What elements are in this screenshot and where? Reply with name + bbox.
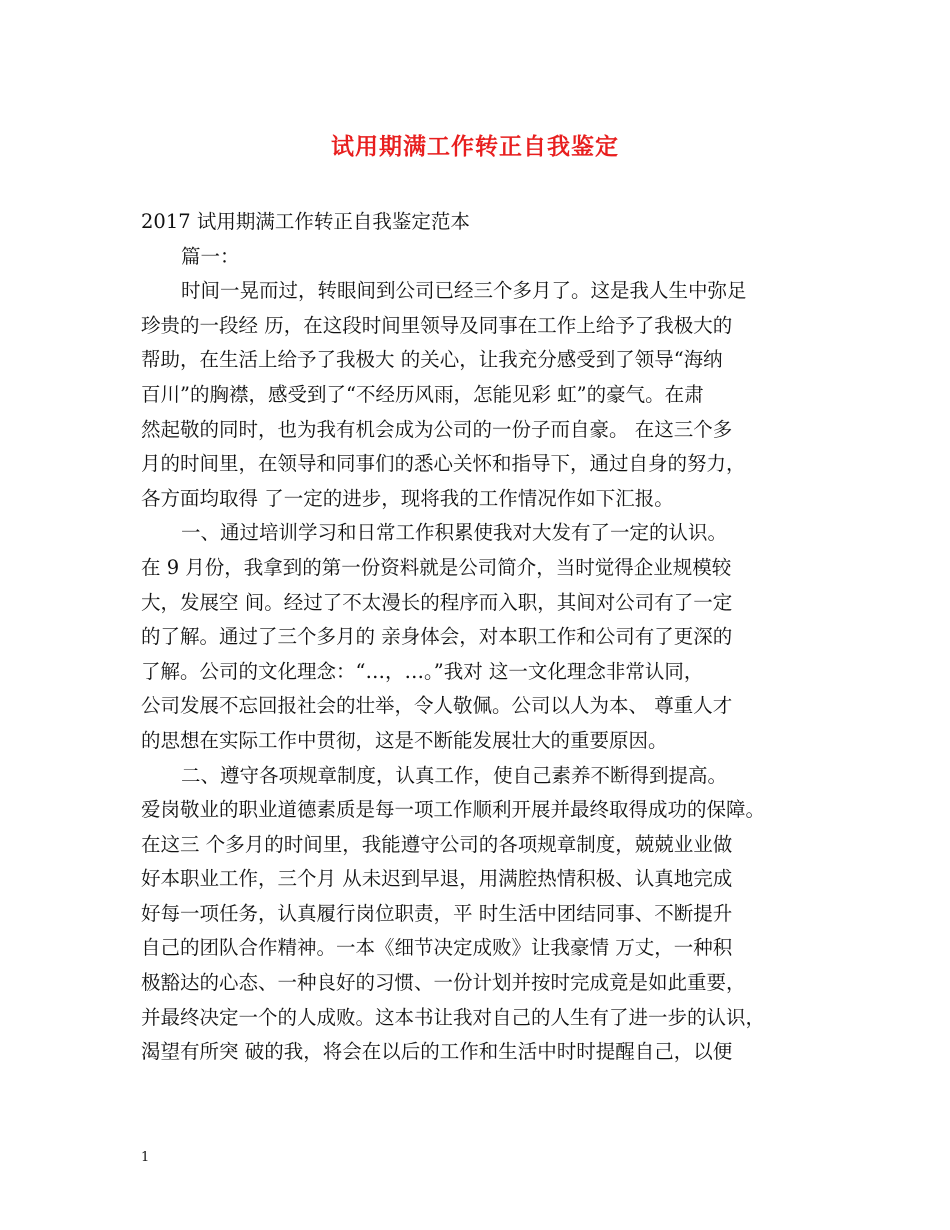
body-line: 爱岗敬业的职业道德素质是每一项工作顺利开展并最终取得成功的保障。 [141, 798, 766, 822]
body-line: 珍贵的一段经 历，在这段时间里领导及同事在工作上给予了我极大的 [141, 313, 733, 337]
page-number: 1 [141, 1150, 150, 1165]
body-line: 各方面均取得 了一定的进步，现将我的工作情况作如下汇报。 [141, 486, 674, 510]
body-line: 渴望有所突 破的我，将会在以后的工作和生活中时时提醒自己，以便 [141, 1040, 733, 1064]
body-line: 自己的团队合作精神。一本《细节决定成败》让我豪情 万丈，一种积 [141, 936, 733, 960]
body-line: 在这三 个多月的时间里，我能遵守公司的各项规章制度，兢兢业业做 [141, 832, 733, 856]
body-line: 的了解。通过了三个多月的 亲身体会，对本职工作和公司有了更深的 [141, 625, 733, 649]
body-line: 二、遵守各项规章制度，认真工作，使自己素养不断得到提高。 [181, 763, 728, 787]
body-line: 一、通过培训学习和日常工作积累使我对大发有了一定的认识。 [181, 521, 728, 545]
body-line: 篇一： [181, 244, 240, 268]
body-line: 月的时间里，在领导和同事们的悉心关怀和指导下，通过自身的努力， [141, 452, 746, 476]
body-line: 然起敬的同时，也为我有机会成为公司的一份子而自豪。 在这三个多 [141, 417, 733, 441]
body-line: 公司发展不忘回报社会的壮举，令人敬佩。公司以人为本、 尊重人才 [141, 694, 733, 718]
body-line: 并最终决定一个的人成败。这本书让我对自己的人生有了进一步的认识， [141, 1005, 766, 1029]
body-line: 时间一晃而过，转眼间到公司已经三个多月了。这是我人生中弥足 [181, 279, 747, 303]
body-line: 2017 试用期满工作转正自我鉴定范本 [141, 210, 470, 233]
body-line: 帮助，在生活上给予了我极大 的关心，让我充分感受到了领导“海纳 [141, 348, 723, 372]
body-line: 了解。公司的文化理念：“…，…。”我对 这一文化理念非常认同， [141, 659, 704, 683]
body-line: 极豁达的心态、一种良好的习惯、一份计划并按时完成竟是如此重要， [141, 971, 746, 995]
document-body [141, 205, 831, 1070]
body-line: 大，发展空 间。经过了不太漫长的程序而入职，其间对公司有了一定 [141, 590, 733, 614]
document-title: 试用期满工作转正自我鉴定 [331, 133, 619, 160]
body-line: 在 9 月份，我拿到的第一份资料就是公司简介，当时觉得企业规模较 [141, 555, 732, 579]
body-line: 好每一项任务，认真履行岗位职责，平 时生活中团结同事、不断提升 [141, 901, 733, 925]
body-line: 的思想在实际工作中贯彻，这是不断能发展壮大的重要原因。 [141, 728, 668, 752]
body-line: 好本职业工作，三个月 从未迟到早退，用满腔热情积极、认真地完成 [141, 867, 733, 891]
body-line: 百川”的胸襟，感受到了“不经历风雨，怎能见彩 虹”的豪气。在肃 [141, 382, 704, 406]
